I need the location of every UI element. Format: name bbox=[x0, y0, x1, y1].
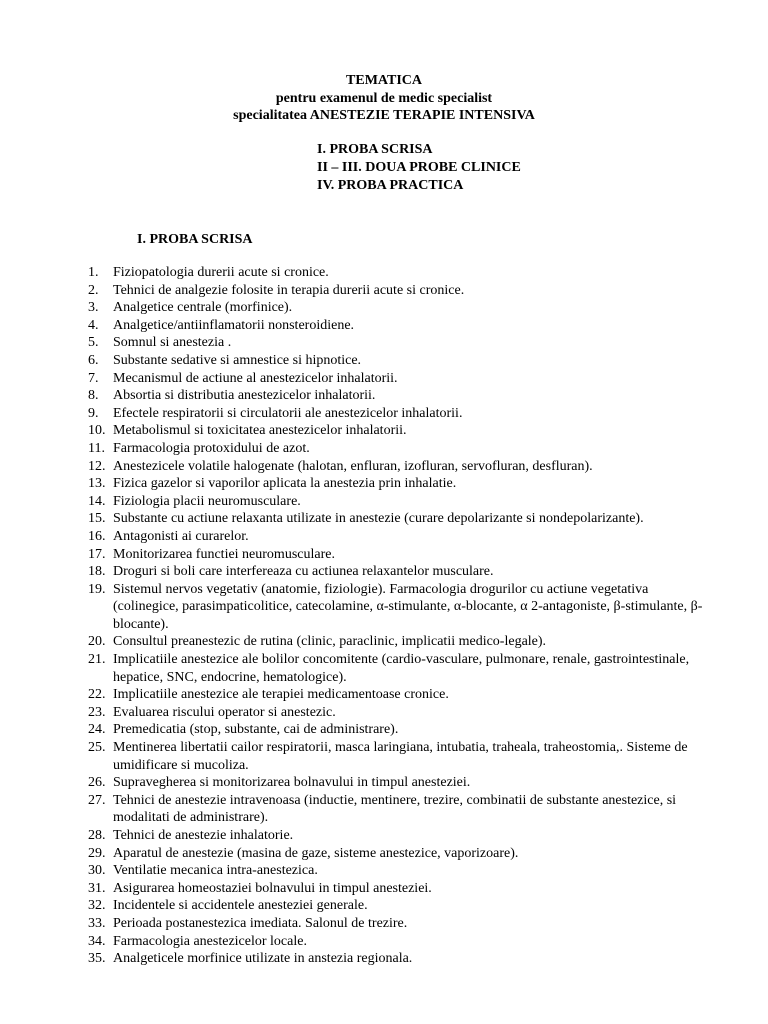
list-item-number: 34. bbox=[88, 933, 106, 949]
list-item-number: 17. bbox=[88, 546, 106, 562]
list-item bbox=[88, 334, 708, 352]
list-item bbox=[88, 405, 708, 423]
list-item-text: Tehnici de anestezie intravenoasa (inductie, mentinere, trezire, combinatii de substante anestezice, si modalitati de administrare). bbox=[113, 792, 677, 826]
list-item-text: Implicatiile anestezice ale terapiei medicamentoase cronice. bbox=[113, 687, 449, 703]
list-item-text: Fiziopatologia durerii acute si cronice. bbox=[113, 265, 329, 280]
list-item-text: Ventilatie mecanica intra-anestezica. bbox=[113, 863, 318, 879]
exam-part: IV. PROBA PRACTICA bbox=[317, 178, 464, 193]
topic-list bbox=[88, 264, 708, 968]
list-item bbox=[88, 299, 708, 317]
list-item-text: Fiziologia placii neuromusculare. bbox=[113, 493, 301, 509]
list-item-number: 11. bbox=[88, 440, 105, 456]
list-item-text: Substante sedative si amnestice si hipnotice. bbox=[113, 352, 362, 368]
list-item-number: 15. bbox=[88, 511, 106, 527]
list-item-text: Efectele respiratorii si circulatorii ale anestezicelor inhalatorii. bbox=[113, 405, 463, 421]
list-item-number: 29. bbox=[88, 845, 106, 861]
document-header bbox=[0, 72, 768, 125]
list-item bbox=[88, 317, 708, 335]
list-item-number: 10. bbox=[88, 423, 106, 439]
list-item bbox=[88, 458, 708, 476]
list-item-number: 33. bbox=[88, 915, 106, 931]
list-item bbox=[88, 950, 708, 968]
list-item-number: 24. bbox=[88, 722, 106, 738]
document-subtitle: pentru examenul de medic specialist bbox=[275, 90, 493, 106]
list-item-text: Tehnici de analgezie folosite in terapia durerii acute si cronice. bbox=[113, 282, 465, 298]
list-item-text: Consultul preanestezic de rutina (clinic, paraclinic, implicatii medico-legale). bbox=[113, 634, 547, 650]
list-item-text: Evaluarea riscului operator si anestezic. bbox=[113, 704, 336, 720]
exam-part: I. PROBA SCRISA bbox=[317, 142, 433, 157]
list-item bbox=[88, 475, 708, 493]
list-item-number: 14. bbox=[88, 493, 106, 509]
list-item-text: Analgetice/antiinflamatorii nonsteroidiene. bbox=[113, 317, 355, 333]
list-item-number: 13. bbox=[88, 476, 106, 492]
list-item bbox=[88, 282, 708, 300]
list-item-number: 23. bbox=[88, 704, 106, 720]
list-item-number: 2. bbox=[88, 282, 99, 298]
list-item-text: Antagonisti ai curarelor. bbox=[113, 528, 249, 544]
list-item bbox=[88, 721, 708, 739]
list-item-text: Sistemul nervos vegetativ (anatomie, fiziologie). Farmacologia drogurilor cu actiune vegetativa (colinegice, parasimpaticolitice, catecolamine, α-stimulante, α-blocante, α 2-antagoniste, β-stimulante, β-blocante). bbox=[113, 581, 703, 632]
list-item bbox=[88, 581, 708, 634]
list-item bbox=[88, 440, 708, 458]
list-item bbox=[88, 915, 708, 933]
exam-part: II – III. DOUA PROBE CLINICE bbox=[317, 160, 521, 175]
exam-parts bbox=[317, 141, 521, 195]
list-item bbox=[88, 792, 708, 827]
list-item-number: 32. bbox=[88, 898, 106, 914]
list-item-text: Metabolismul si toxicitatea anestezicelor inhalatorii. bbox=[113, 423, 407, 439]
list-item-text: Droguri si boli care interfereaza cu actiunea relaxantelor musculare. bbox=[113, 564, 494, 580]
list-item-number: 18. bbox=[88, 564, 106, 580]
list-item-text: Farmacologia protoxidului de azot. bbox=[113, 440, 310, 456]
list-item-text: Mecanismul de actiune al anestezicelor inhalatorii. bbox=[113, 370, 398, 386]
list-item-number: 4. bbox=[88, 317, 99, 333]
list-item-text: Farmacologia anestezicelor locale. bbox=[113, 933, 307, 949]
list-item-number: 26. bbox=[88, 775, 106, 791]
list-item bbox=[88, 563, 708, 581]
list-item bbox=[88, 880, 708, 898]
section-title: I. PROBA SCRISA bbox=[137, 232, 253, 247]
list-item-text: Fizica gazelor si vaporilor aplicata la anestezia prin inhalatie. bbox=[113, 476, 457, 492]
list-item bbox=[88, 546, 708, 564]
list-item-number: 35. bbox=[88, 951, 106, 967]
list-item bbox=[88, 493, 708, 511]
list-item-number: 30. bbox=[88, 863, 106, 879]
list-item-text: Anestezicele volatile halogenate (halotan, enfluran, izofluran, servofluran, desfluran). bbox=[113, 458, 593, 474]
list-item bbox=[88, 633, 708, 651]
document-specialty: specialitatea ANESTEZIE TERAPIE INTENSIVA bbox=[233, 108, 535, 123]
list-item-number: 1. bbox=[88, 265, 99, 280]
list-item-number: 16. bbox=[88, 528, 106, 544]
list-item-number: 27. bbox=[88, 792, 106, 808]
list-item-text: Mentinerea libertatii cailor respiratorii, masca laringiana, intubatia, traheala, traheostomia,. Sisteme de umidificare si mucoliza. bbox=[113, 740, 688, 773]
list-item bbox=[88, 387, 708, 405]
list-item bbox=[88, 862, 708, 880]
list-item bbox=[88, 774, 708, 792]
list-item-number: 21. bbox=[88, 652, 106, 668]
list-item-number: 19. bbox=[88, 581, 106, 597]
list-item-text: Perioada postanestezica imediata. Salonul de trezire. bbox=[113, 915, 408, 931]
list-item-text: Supravegherea si monitorizarea bolnavului in timpul anesteziei. bbox=[113, 775, 471, 791]
list-item bbox=[88, 933, 708, 951]
list-item-number: 9. bbox=[88, 405, 99, 421]
list-item-number: 8. bbox=[88, 388, 99, 404]
list-item bbox=[88, 264, 708, 282]
document-title: TEMATICA bbox=[346, 73, 422, 88]
list-item-text: Analgeticele morfinice utilizate in anstezia regionala. bbox=[113, 951, 413, 967]
list-item-number: 7. bbox=[88, 370, 99, 386]
list-item bbox=[88, 422, 708, 440]
list-item-text: Substante cu actiune relaxanta utilizate in anestezie (curare depolarizante si nondepolarizante). bbox=[113, 511, 644, 527]
list-item bbox=[88, 827, 708, 845]
list-item bbox=[88, 510, 708, 528]
list-item-number: 31. bbox=[88, 880, 106, 896]
list-item-text: Absortia si distributia anestezicelor inhalatorii. bbox=[113, 388, 376, 404]
list-item-text: Somnul si anestezia . bbox=[113, 335, 232, 351]
list-item bbox=[88, 739, 708, 774]
list-item-number: 5. bbox=[88, 335, 99, 351]
list-item bbox=[88, 704, 708, 722]
list-item bbox=[88, 352, 708, 370]
list-item-text: Incidentele si accidentele anesteziei generale. bbox=[113, 898, 368, 914]
list-item-number: 12. bbox=[88, 458, 106, 474]
list-item bbox=[88, 845, 708, 863]
list-item-text: Implicatiile anestezice ale bolilor concomitente (cardio-vasculare, pulmonare, renale, gastrointestinale, hepatice, SNC, endocrine, hematologice). bbox=[113, 652, 690, 685]
list-item-text: Monitorizarea functiei neuromusculare. bbox=[113, 546, 335, 562]
list-item-number: 6. bbox=[88, 352, 99, 368]
list-item-number: 22. bbox=[88, 687, 106, 703]
list-item bbox=[88, 528, 708, 546]
list-item bbox=[88, 370, 708, 388]
list-item-number: 20. bbox=[88, 634, 106, 650]
list-item-text: Tehnici de anestezie inhalatorie. bbox=[113, 828, 294, 843]
list-item-text: Asigurarea homeostaziei bolnavului in timpul anesteziei. bbox=[113, 880, 432, 896]
list-item bbox=[88, 897, 708, 915]
list-item-number: 25. bbox=[88, 740, 106, 756]
list-item-number: 3. bbox=[88, 300, 99, 316]
list-item bbox=[88, 686, 708, 704]
list-item bbox=[88, 651, 708, 686]
list-item-number: 28. bbox=[88, 828, 106, 843]
list-item-text: Analgetice centrale (morfinice). bbox=[113, 300, 293, 316]
list-item-text: Aparatul de anestezie (masina de gaze, sisteme anestezice, vaporizoare). bbox=[113, 845, 519, 861]
list-item-text: Premedicatia (stop, substante, cai de administrare). bbox=[113, 722, 399, 738]
